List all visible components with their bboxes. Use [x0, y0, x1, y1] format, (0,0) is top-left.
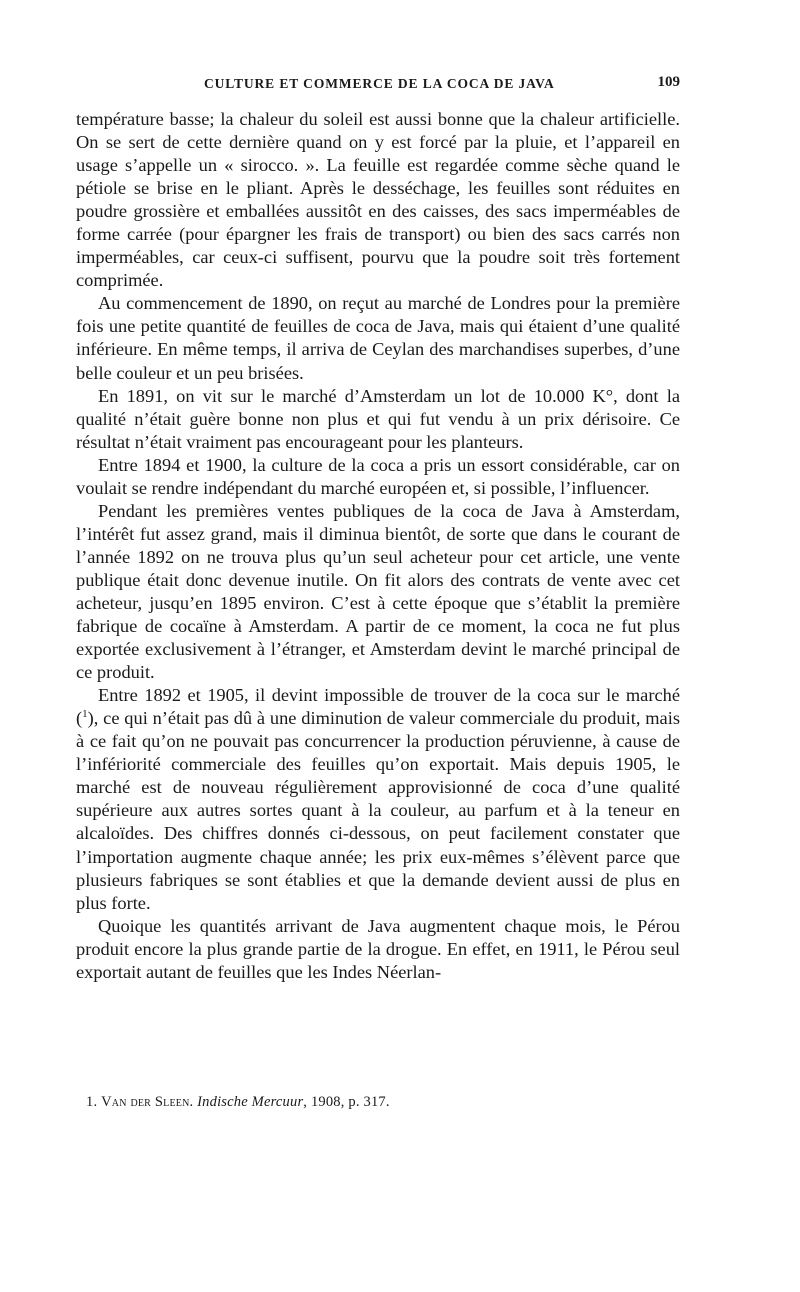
paragraph: Pendant les premières ventes publiques de la coca de Java à Amsterdam, l’intérêt fut assez grand, mais il diminua bientôt, de sorte que dans le courant de l’année 1892 on ne trouva plus qu’un seul acheteur pour cet article, une vente publique était donc devenue inutile. On fit alors des contrats de vente avec cet acheteur, jusqu’en 1895 environ. C’est à cette époque que s’établit la première fabrique de cocaïne à Amsterdam. A partir de ce moment, la coca ne fut plus exportée exclusivement à l’étranger, et Amsterdam devint le marché principal de ce produit. [76, 500, 680, 683]
page-number: 109 [657, 74, 680, 90]
paragraph: Entre 1894 et 1900, la culture de la coca a pris un essort considérable, car on voulait se rendre indépendant du marché européen et, si possible, l’influencer. [76, 454, 680, 498]
paragraph: En 1891, on vit sur le marché d’Amsterdam un lot de 10.000 K°, dont la qualité n’était guère bonne non plus et qui fut vendu à un prix dérisoire. Ce résultat n’était vraiment pas encourageant pour les planteurs. [76, 385, 680, 452]
footnote [86, 1094, 686, 1111]
footnote-details: , 1908, p. 317. [303, 1094, 390, 1110]
running-title: CULTURE ET COMMERCE DE LA COCA DE JAVA [204, 76, 555, 91]
footnote-author: Van der Sleen. [101, 1094, 194, 1110]
paragraph-text: ), ce qui n’était pas dû à une diminution de valeur commerciale du produit, mais à ce fait qu’on ne pouvait pas concurrencer la production péruvienne, à cause de l’infériorité commerciale des feuilles qu’on exportait. Mais depuis 1905, le marché est de nouveau régulièrement approvisionné de coca d’une qualité supérieure aux autres sortes quant à la couleur, au parfum et à la teneur en alcaloïdes. Des chiffres donnés ci-dessous, on peut facilement constater que l’importation augmente chaque année; les prix eux-mêmes s’élèvent parce que plusieurs fabriques se sont établies et que la demande devient aussi de plus en plus forte. [76, 708, 680, 913]
footnote-number: 1. [86, 1094, 98, 1110]
paragraph: Quoique les quantités arrivant de Java augmentent chaque mois, le Pérou produit encore la plus grande partie de la drogue. En effet, en 1911, le Pérou seul exportait autant de feuilles que les Indes Néerlan- [76, 915, 680, 982]
body-text [76, 108, 680, 984]
footnote-journal: Indische Mercuur [197, 1094, 304, 1110]
paragraph: Au commencement de 1890, on reçut au marché de Londres pour la première fois une petite quantité de feuilles de coca de Java, mais qui étaient d’une qualité inférieure. En même temps, il arriva de Ceylan des marchandises superbes, d’une belle couleur et un peu brisées. [76, 293, 680, 383]
footnote-reference[interactable]: 1 [82, 708, 88, 721]
running-head [76, 76, 680, 100]
paragraph-continued: température basse; la chaleur du soleil est aussi bonne que la chaleur artificielle. On se sert de cette dernière quand on y est forcé par la pluie, et l’appareil en usage s’appelle un « sirocco. ». La feuille est regardée comme sèche quand le pétiole se brise en le pliant. Après le desséchage, les feuilles sont réduites en poudre grossière et emballées aussitôt en des caisses, des sacs imperméables de forme carrée (pour épargner les frais de transport) ou bien des sacs carrés non imperméables, car ceux-ci suffisent, pourvu que la poudre soit très fortement comprimée. [76, 109, 680, 291]
paragraph-text: Entre 1892 et 1905, il devint impossible de trouver de la coca sur le marché ( [76, 685, 680, 729]
paragraph-with-footnote [76, 684, 680, 914]
